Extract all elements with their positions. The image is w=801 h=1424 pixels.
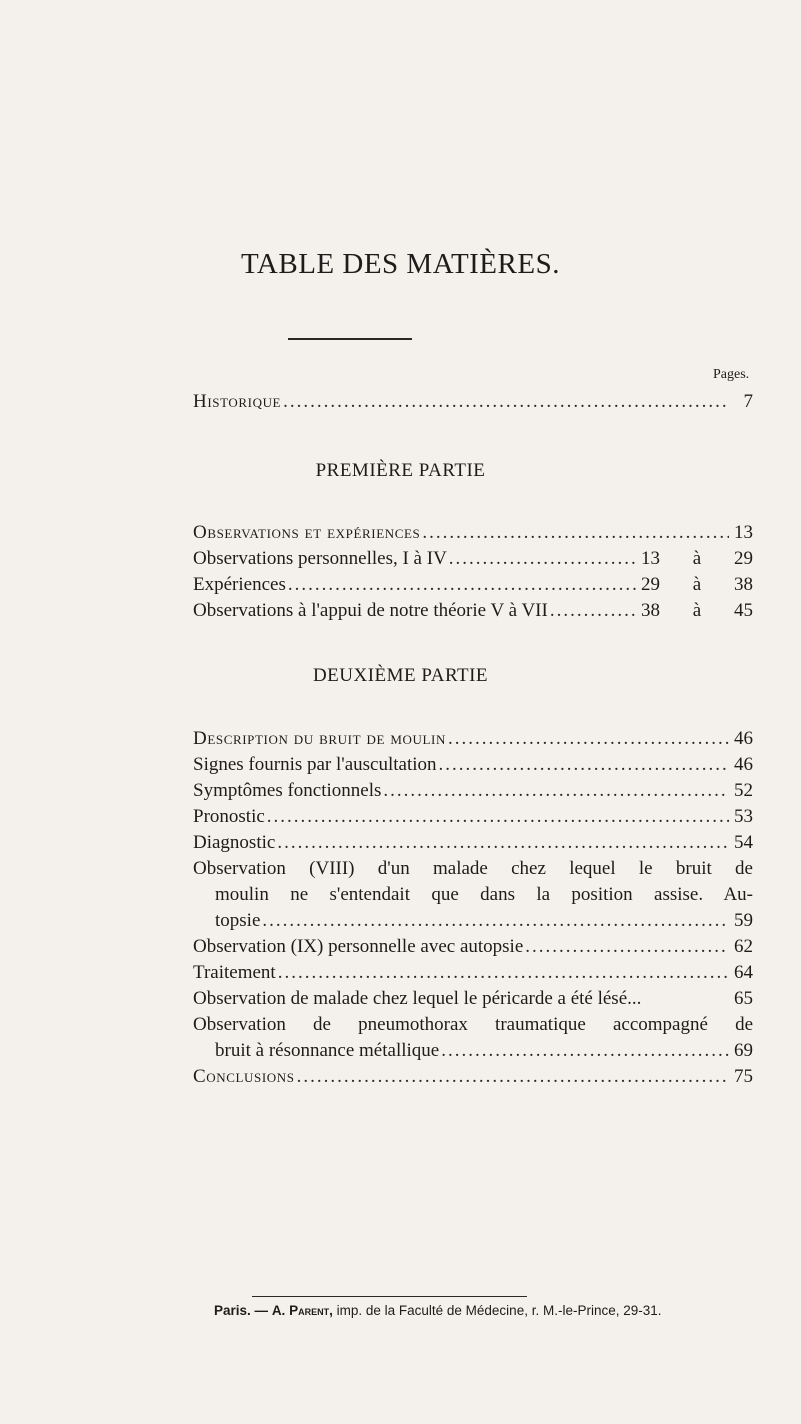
- page-sep: à: [692, 574, 702, 595]
- dot-leader: [525, 935, 729, 959]
- entry-page: 75: [734, 1066, 753, 1087]
- entry-label-line: moulin ne s'entendait que dans la position assise. Au-: [215, 884, 753, 905]
- entry-label: Observation (IX) personnelle avec autopsie: [193, 936, 524, 957]
- dot-leader: [441, 1039, 729, 1063]
- entry-label: Observations personnelles, I à IV: [193, 548, 447, 569]
- entry-page: 13: [734, 522, 753, 543]
- footer-printer: A. Parent,: [271, 1303, 333, 1318]
- entry-page: 54: [734, 832, 753, 853]
- page-sep: à: [692, 548, 702, 569]
- toc-entry-traitement[interactable]: [193, 961, 753, 985]
- toc-entry-observation-pneumothorax[interactable]: [193, 1013, 753, 1037]
- page-to: 45: [734, 600, 753, 621]
- entry-page: 62: [734, 936, 753, 957]
- entry-label-line: Observation de pneumothorax traumatique accompagné de: [193, 1014, 753, 1035]
- toc-entry-diagnostic[interactable]: [193, 831, 753, 855]
- part1-heading: PREMIÈRE PARTIE: [315, 460, 486, 481]
- entry-page: 64: [734, 962, 753, 983]
- page-to: 29: [734, 548, 753, 569]
- entry-page: 46: [734, 728, 753, 749]
- entry-label: Diagnostic: [193, 832, 276, 853]
- title-divider: [288, 338, 412, 340]
- toc-entry-observation-pericarde[interactable]: [193, 987, 753, 1011]
- page-from: 13: [641, 548, 660, 569]
- toc-entry-observations-experiences[interactable]: [193, 521, 753, 545]
- dot-leader: [422, 521, 729, 545]
- dot-leader: [283, 390, 729, 414]
- entry-label: Traitement: [193, 962, 276, 983]
- page-to: 38: [734, 574, 753, 595]
- toc-entry-observations-personnelles[interactable]: [193, 547, 753, 571]
- pages-column-label: Pages.: [713, 367, 750, 382]
- toc-entry-conclusions[interactable]: [193, 1065, 753, 1089]
- dot-leader: [267, 805, 729, 829]
- footer-divider: [252, 1296, 527, 1297]
- toc-entry-observations-theorie[interactable]: [193, 599, 753, 623]
- entry-page: 69: [734, 1040, 753, 1061]
- toc-entry-observation-viii-end[interactable]: [215, 909, 753, 933]
- dot-leader: [439, 753, 729, 777]
- dot-leader: [277, 831, 729, 855]
- dot-leader: [262, 909, 729, 933]
- toc-entry-observation-pneumothorax-end[interactable]: [215, 1039, 753, 1063]
- entry-label-line: Observation (VIII) d'un malade chez lequel le bruit de: [193, 858, 753, 879]
- entry-label: Expériences: [193, 574, 286, 595]
- entry-page: 53: [734, 806, 753, 827]
- entry-page: 65: [734, 988, 753, 1009]
- entry-page-range: [641, 599, 753, 623]
- dot-leader: [550, 599, 639, 623]
- toc-entry-symptomes[interactable]: [193, 779, 753, 803]
- dot-leader: [288, 573, 639, 597]
- entry-label: Observations et expériences: [193, 522, 421, 543]
- toc-entry-signes[interactable]: [193, 753, 753, 777]
- dot-leader: [278, 961, 729, 985]
- dot-leader: [383, 779, 729, 803]
- entry-page: 7: [743, 391, 753, 412]
- entry-label: Symptômes fonctionnels: [193, 780, 382, 801]
- toc-entry-experiences[interactable]: [193, 573, 753, 597]
- toc-entry-historique[interactable]: [193, 390, 753, 414]
- entry-page: 59: [734, 910, 753, 931]
- page-sep: à: [692, 600, 702, 621]
- entry-label: Description du bruit de moulin: [193, 728, 446, 749]
- dot-leader: [449, 547, 639, 571]
- footer-city: Paris.: [214, 1303, 251, 1318]
- toc-entry-observation-ix[interactable]: [193, 935, 753, 959]
- toc-entry-observation-viii[interactable]: [193, 857, 753, 907]
- entry-page-range: [641, 573, 753, 597]
- dot-leader: [448, 727, 729, 751]
- printer-imprint: [214, 1303, 662, 1318]
- page-from: 29: [641, 574, 660, 595]
- entry-label: Historique: [193, 391, 282, 412]
- entry-label: Observations à l'appui de notre théorie V à VII: [193, 600, 548, 621]
- entry-label: Pronostic: [193, 806, 265, 827]
- page-title: TABLE DES MATIÈRES.: [241, 248, 560, 280]
- entry-label: bruit à résonnance métallique: [215, 1040, 440, 1061]
- toc-entry-description[interactable]: [193, 727, 753, 751]
- entry-label: Signes fournis par l'auscultation: [193, 754, 437, 775]
- footer-address: imp. de la Faculté de Médecine, r. M.-le-Prince, 29-31.: [336, 1303, 662, 1318]
- entry-label: topsie: [215, 910, 261, 931]
- dot-leader: [297, 1065, 729, 1089]
- page-from: 38: [641, 600, 660, 621]
- entry-page: 52: [734, 780, 753, 801]
- entry-page-range: [641, 547, 753, 571]
- toc-entry-pronostic[interactable]: [193, 805, 753, 829]
- entry-page: 46: [734, 754, 753, 775]
- entry-label: Observation de malade chez lequel le péricarde a été lésé...: [193, 988, 642, 1009]
- entry-label: Conclusions: [193, 1066, 295, 1087]
- part2-heading: DEUXIÈME PARTIE: [312, 665, 489, 686]
- footer-dash: —: [254, 1303, 269, 1318]
